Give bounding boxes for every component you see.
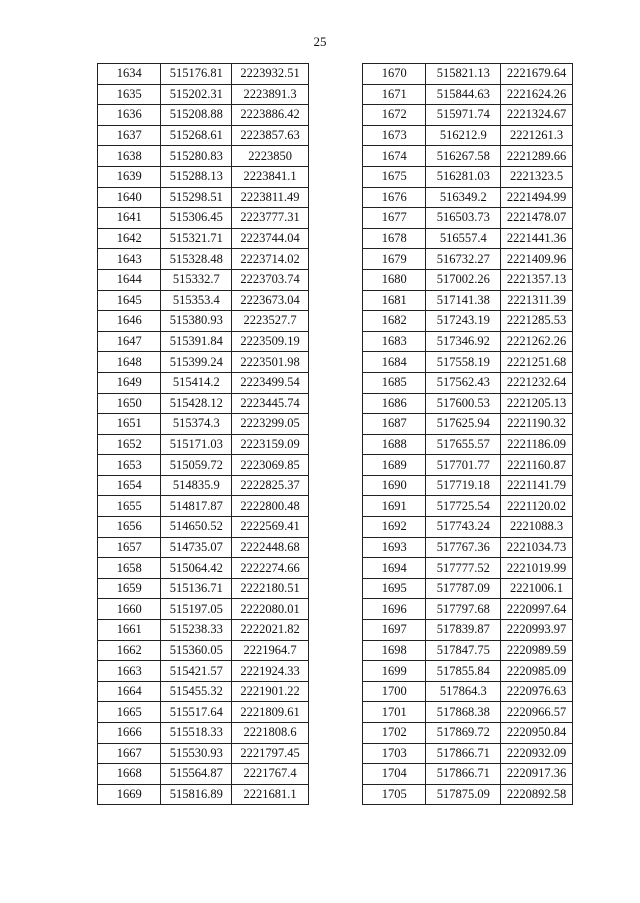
x-coordinate-cell: 517767.36 bbox=[426, 537, 501, 558]
x-coordinate-cell: 517797.68 bbox=[426, 599, 501, 620]
x-coordinate-cell: 515380.93 bbox=[161, 311, 232, 332]
x-coordinate-cell: 517002.26 bbox=[426, 269, 501, 290]
y-coordinate-cell: 2221190.32 bbox=[501, 414, 573, 435]
point-number-cell: 1647 bbox=[98, 331, 161, 352]
x-coordinate-cell: 517847.75 bbox=[426, 640, 501, 661]
table-row bbox=[98, 105, 309, 126]
coordinates-table-right bbox=[362, 63, 573, 805]
table-row bbox=[363, 64, 573, 85]
table-row bbox=[98, 125, 309, 146]
y-coordinate-cell: 2221494.99 bbox=[501, 187, 573, 208]
point-number-cell: 1687 bbox=[363, 414, 426, 435]
table-row bbox=[98, 208, 309, 229]
x-coordinate-cell: 515288.13 bbox=[161, 166, 232, 187]
table-row bbox=[98, 475, 309, 496]
table-row bbox=[98, 290, 309, 311]
table-row bbox=[98, 620, 309, 641]
point-number-cell: 1697 bbox=[363, 620, 426, 641]
x-coordinate-cell: 517777.52 bbox=[426, 558, 501, 579]
y-coordinate-cell: 2223501.98 bbox=[232, 352, 309, 373]
table-row bbox=[363, 496, 573, 517]
point-number-cell: 1644 bbox=[98, 269, 161, 290]
table-row bbox=[98, 558, 309, 579]
point-number-cell: 1657 bbox=[98, 537, 161, 558]
x-coordinate-cell: 517625.94 bbox=[426, 414, 501, 435]
y-coordinate-cell: 2221088.3 bbox=[501, 517, 573, 538]
y-coordinate-cell: 2220985.09 bbox=[501, 661, 573, 682]
point-number-cell: 1686 bbox=[363, 393, 426, 414]
y-coordinate-cell: 2220976.63 bbox=[501, 681, 573, 702]
x-coordinate-cell: 515306.45 bbox=[161, 208, 232, 229]
point-number-cell: 1676 bbox=[363, 187, 426, 208]
x-coordinate-cell: 517866.71 bbox=[426, 764, 501, 785]
x-coordinate-cell: 515414.2 bbox=[161, 372, 232, 393]
x-coordinate-cell: 514817.87 bbox=[161, 496, 232, 517]
table-row bbox=[363, 578, 573, 599]
point-number-cell: 1659 bbox=[98, 578, 161, 599]
table-row bbox=[98, 249, 309, 270]
point-number-cell: 1693 bbox=[363, 537, 426, 558]
point-number-cell: 1696 bbox=[363, 599, 426, 620]
table-row bbox=[98, 599, 309, 620]
point-number-cell: 1639 bbox=[98, 166, 161, 187]
point-number-cell: 1638 bbox=[98, 146, 161, 167]
table-row bbox=[363, 166, 573, 187]
y-coordinate-cell: 2221324.67 bbox=[501, 105, 573, 126]
point-number-cell: 1695 bbox=[363, 578, 426, 599]
x-coordinate-cell: 517243.19 bbox=[426, 311, 501, 332]
y-coordinate-cell: 2221767.4 bbox=[232, 764, 309, 785]
y-coordinate-cell: 2221924.33 bbox=[232, 661, 309, 682]
point-number-cell: 1640 bbox=[98, 187, 161, 208]
x-coordinate-cell: 515391.84 bbox=[161, 331, 232, 352]
x-coordinate-cell: 515059.72 bbox=[161, 455, 232, 476]
point-number-cell: 1641 bbox=[98, 208, 161, 229]
x-coordinate-cell: 515171.03 bbox=[161, 434, 232, 455]
x-coordinate-cell: 517866.71 bbox=[426, 743, 501, 764]
y-coordinate-cell: 2221478.07 bbox=[501, 208, 573, 229]
y-coordinate-cell: 2221809.61 bbox=[232, 702, 309, 723]
x-coordinate-cell: 515176.81 bbox=[161, 64, 232, 85]
y-coordinate-cell: 2221186.09 bbox=[501, 434, 573, 455]
x-coordinate-cell: 517346.92 bbox=[426, 331, 501, 352]
y-coordinate-cell: 2222569.41 bbox=[232, 517, 309, 538]
x-coordinate-cell: 515321.71 bbox=[161, 228, 232, 249]
x-coordinate-cell: 516281.03 bbox=[426, 166, 501, 187]
table-row bbox=[98, 455, 309, 476]
point-number-cell: 1684 bbox=[363, 352, 426, 373]
table-row bbox=[363, 620, 573, 641]
x-coordinate-cell: 515844.63 bbox=[426, 84, 501, 105]
y-coordinate-cell: 2223777.31 bbox=[232, 208, 309, 229]
table-row bbox=[363, 84, 573, 105]
x-coordinate-cell: 514735.07 bbox=[161, 537, 232, 558]
point-number-cell: 1645 bbox=[98, 290, 161, 311]
table-row bbox=[98, 661, 309, 682]
point-number-cell: 1649 bbox=[98, 372, 161, 393]
table-row bbox=[98, 681, 309, 702]
y-coordinate-cell: 2223811.49 bbox=[232, 187, 309, 208]
x-coordinate-cell: 516349.2 bbox=[426, 187, 501, 208]
y-coordinate-cell: 2220966.57 bbox=[501, 702, 573, 723]
point-number-cell: 1690 bbox=[363, 475, 426, 496]
table-row bbox=[363, 681, 573, 702]
point-number-cell: 1664 bbox=[98, 681, 161, 702]
x-coordinate-cell: 515374.3 bbox=[161, 414, 232, 435]
x-coordinate-cell: 515421.57 bbox=[161, 661, 232, 682]
table-row bbox=[98, 311, 309, 332]
point-number-cell: 1682 bbox=[363, 311, 426, 332]
x-coordinate-cell: 514835.9 bbox=[161, 475, 232, 496]
x-coordinate-cell: 515517.64 bbox=[161, 702, 232, 723]
point-number-cell: 1683 bbox=[363, 331, 426, 352]
table-row bbox=[98, 228, 309, 249]
point-number-cell: 1698 bbox=[363, 640, 426, 661]
x-coordinate-cell: 516557.4 bbox=[426, 228, 501, 249]
y-coordinate-cell: 2220989.59 bbox=[501, 640, 573, 661]
y-coordinate-cell: 2221019.99 bbox=[501, 558, 573, 579]
point-number-cell: 1646 bbox=[98, 311, 161, 332]
x-coordinate-cell: 515328.48 bbox=[161, 249, 232, 270]
y-coordinate-cell: 2221441.36 bbox=[501, 228, 573, 249]
point-number-cell: 1702 bbox=[363, 723, 426, 744]
point-number-cell: 1689 bbox=[363, 455, 426, 476]
point-number-cell: 1648 bbox=[98, 352, 161, 373]
point-number-cell: 1652 bbox=[98, 434, 161, 455]
point-number-cell: 1680 bbox=[363, 269, 426, 290]
point-number-cell: 1642 bbox=[98, 228, 161, 249]
point-number-cell: 1703 bbox=[363, 743, 426, 764]
x-coordinate-cell: 515298.51 bbox=[161, 187, 232, 208]
point-number-cell: 1665 bbox=[98, 702, 161, 723]
table-row bbox=[98, 146, 309, 167]
x-coordinate-cell: 517868.38 bbox=[426, 702, 501, 723]
table-row bbox=[363, 414, 573, 435]
y-coordinate-cell: 2221232.64 bbox=[501, 372, 573, 393]
x-coordinate-cell: 515208.88 bbox=[161, 105, 232, 126]
y-coordinate-cell: 2221681.1 bbox=[232, 784, 309, 805]
y-coordinate-cell: 2221964.7 bbox=[232, 640, 309, 661]
y-coordinate-cell: 2221311.39 bbox=[501, 290, 573, 311]
x-coordinate-cell: 517719.18 bbox=[426, 475, 501, 496]
x-coordinate-cell: 516212.9 bbox=[426, 125, 501, 146]
point-number-cell: 1692 bbox=[363, 517, 426, 538]
table-row bbox=[363, 228, 573, 249]
point-number-cell: 1650 bbox=[98, 393, 161, 414]
point-number-cell: 1662 bbox=[98, 640, 161, 661]
x-coordinate-cell: 517701.77 bbox=[426, 455, 501, 476]
x-coordinate-cell: 517875.09 bbox=[426, 784, 501, 805]
y-coordinate-cell: 2223445.74 bbox=[232, 393, 309, 414]
y-coordinate-cell: 2221357.13 bbox=[501, 269, 573, 290]
point-number-cell: 1656 bbox=[98, 517, 161, 538]
x-coordinate-cell: 515136.71 bbox=[161, 578, 232, 599]
point-number-cell: 1658 bbox=[98, 558, 161, 579]
point-number-cell: 1653 bbox=[98, 455, 161, 476]
table-row bbox=[363, 372, 573, 393]
table-row bbox=[98, 393, 309, 414]
table-row bbox=[363, 475, 573, 496]
x-coordinate-cell: 517600.53 bbox=[426, 393, 501, 414]
y-coordinate-cell: 2221901.22 bbox=[232, 681, 309, 702]
y-coordinate-cell: 2221289.66 bbox=[501, 146, 573, 167]
x-coordinate-cell: 515455.32 bbox=[161, 681, 232, 702]
table-row bbox=[363, 537, 573, 558]
y-coordinate-cell: 2222180.51 bbox=[232, 578, 309, 599]
y-coordinate-cell: 2220932.09 bbox=[501, 743, 573, 764]
coordinates-table-left bbox=[97, 63, 309, 805]
point-number-cell: 1679 bbox=[363, 249, 426, 270]
table-row bbox=[363, 702, 573, 723]
x-coordinate-cell: 517562.43 bbox=[426, 372, 501, 393]
y-coordinate-cell: 2222080.01 bbox=[232, 599, 309, 620]
point-number-cell: 1671 bbox=[363, 84, 426, 105]
table-row bbox=[363, 105, 573, 126]
x-coordinate-cell: 515280.83 bbox=[161, 146, 232, 167]
y-coordinate-cell: 2221006.1 bbox=[501, 578, 573, 599]
y-coordinate-cell: 2222274.66 bbox=[232, 558, 309, 579]
x-coordinate-cell: 517725.54 bbox=[426, 496, 501, 517]
point-number-cell: 1637 bbox=[98, 125, 161, 146]
point-number-cell: 1677 bbox=[363, 208, 426, 229]
point-number-cell: 1651 bbox=[98, 414, 161, 435]
table-row bbox=[98, 640, 309, 661]
x-coordinate-cell: 517839.87 bbox=[426, 620, 501, 641]
point-number-cell: 1663 bbox=[98, 661, 161, 682]
table-row bbox=[98, 537, 309, 558]
x-coordinate-cell: 517855.84 bbox=[426, 661, 501, 682]
y-coordinate-cell: 2222800.48 bbox=[232, 496, 309, 517]
y-coordinate-cell: 2223069.85 bbox=[232, 455, 309, 476]
table-row bbox=[363, 743, 573, 764]
x-coordinate-cell: 515518.33 bbox=[161, 723, 232, 744]
y-coordinate-cell: 2223841.1 bbox=[232, 166, 309, 187]
x-coordinate-cell: 515238.33 bbox=[161, 620, 232, 641]
table-row bbox=[363, 290, 573, 311]
x-coordinate-cell: 517141.38 bbox=[426, 290, 501, 311]
point-number-cell: 1701 bbox=[363, 702, 426, 723]
x-coordinate-cell: 515353.4 bbox=[161, 290, 232, 311]
point-number-cell: 1691 bbox=[363, 496, 426, 517]
point-number-cell: 1685 bbox=[363, 372, 426, 393]
y-coordinate-cell: 2223509.19 bbox=[232, 331, 309, 352]
table-row bbox=[98, 414, 309, 435]
table-row bbox=[98, 352, 309, 373]
point-number-cell: 1699 bbox=[363, 661, 426, 682]
table-row bbox=[98, 434, 309, 455]
x-coordinate-cell: 517787.09 bbox=[426, 578, 501, 599]
table-row bbox=[363, 331, 573, 352]
point-number-cell: 1654 bbox=[98, 475, 161, 496]
y-coordinate-cell: 2223299.05 bbox=[232, 414, 309, 435]
y-coordinate-cell: 2220997.64 bbox=[501, 599, 573, 620]
page-number: 25 bbox=[313, 34, 327, 49]
y-coordinate-cell: 2220892.58 bbox=[501, 784, 573, 805]
y-coordinate-cell: 2221808.6 bbox=[232, 723, 309, 744]
point-number-cell: 1673 bbox=[363, 125, 426, 146]
point-number-cell: 1635 bbox=[98, 84, 161, 105]
y-coordinate-cell: 2221323.5 bbox=[501, 166, 573, 187]
y-coordinate-cell: 2223886.42 bbox=[232, 105, 309, 126]
table-row bbox=[363, 393, 573, 414]
table-row bbox=[363, 187, 573, 208]
y-coordinate-cell: 2220993.97 bbox=[501, 620, 573, 641]
point-number-cell: 1670 bbox=[363, 64, 426, 85]
y-coordinate-cell: 2223891.3 bbox=[232, 84, 309, 105]
y-coordinate-cell: 2221034.73 bbox=[501, 537, 573, 558]
x-coordinate-cell: 515268.61 bbox=[161, 125, 232, 146]
x-coordinate-cell: 517655.57 bbox=[426, 434, 501, 455]
x-coordinate-cell: 515332.7 bbox=[161, 269, 232, 290]
y-coordinate-cell: 2222448.68 bbox=[232, 537, 309, 558]
table-row bbox=[363, 517, 573, 538]
x-coordinate-cell: 516503.73 bbox=[426, 208, 501, 229]
table-row bbox=[363, 455, 573, 476]
y-coordinate-cell: 2221409.96 bbox=[501, 249, 573, 270]
y-coordinate-cell: 2221160.87 bbox=[501, 455, 573, 476]
point-number-cell: 1661 bbox=[98, 620, 161, 641]
x-coordinate-cell: 515428.12 bbox=[161, 393, 232, 414]
x-coordinate-cell: 516267.58 bbox=[426, 146, 501, 167]
table-row bbox=[363, 208, 573, 229]
point-number-cell: 1705 bbox=[363, 784, 426, 805]
table-row bbox=[98, 723, 309, 744]
x-coordinate-cell: 515197.05 bbox=[161, 599, 232, 620]
table-row bbox=[98, 372, 309, 393]
table-row bbox=[363, 723, 573, 744]
table-row bbox=[363, 599, 573, 620]
table-row bbox=[363, 269, 573, 290]
table-row bbox=[98, 187, 309, 208]
point-number-cell: 1655 bbox=[98, 496, 161, 517]
x-coordinate-cell: 515564.87 bbox=[161, 764, 232, 785]
y-coordinate-cell: 2222021.82 bbox=[232, 620, 309, 641]
point-number-cell: 1667 bbox=[98, 743, 161, 764]
table-row bbox=[98, 166, 309, 187]
y-coordinate-cell: 2221797.45 bbox=[232, 743, 309, 764]
y-coordinate-cell: 2223673.04 bbox=[232, 290, 309, 311]
x-coordinate-cell: 515399.24 bbox=[161, 352, 232, 373]
x-coordinate-cell: 515971.74 bbox=[426, 105, 501, 126]
y-coordinate-cell: 2221679.64 bbox=[501, 64, 573, 85]
y-coordinate-cell: 2221251.68 bbox=[501, 352, 573, 373]
point-number-cell: 1694 bbox=[363, 558, 426, 579]
y-coordinate-cell: 2221262.26 bbox=[501, 331, 573, 352]
y-coordinate-cell: 2221120.02 bbox=[501, 496, 573, 517]
y-coordinate-cell: 2221141.79 bbox=[501, 475, 573, 496]
point-number-cell: 1666 bbox=[98, 723, 161, 744]
table-row bbox=[363, 352, 573, 373]
point-number-cell: 1678 bbox=[363, 228, 426, 249]
table-row bbox=[363, 784, 573, 805]
y-coordinate-cell: 2223744.04 bbox=[232, 228, 309, 249]
y-coordinate-cell: 2221624.26 bbox=[501, 84, 573, 105]
x-coordinate-cell: 517864.3 bbox=[426, 681, 501, 702]
table-row bbox=[363, 764, 573, 785]
table-row bbox=[98, 331, 309, 352]
table-row bbox=[363, 434, 573, 455]
point-number-cell: 1672 bbox=[363, 105, 426, 126]
table-row bbox=[98, 84, 309, 105]
x-coordinate-cell: 515816.89 bbox=[161, 784, 232, 805]
table-row bbox=[363, 311, 573, 332]
x-coordinate-cell: 514650.52 bbox=[161, 517, 232, 538]
table-row bbox=[363, 146, 573, 167]
table-row bbox=[98, 64, 309, 85]
point-number-cell: 1675 bbox=[363, 166, 426, 187]
y-coordinate-cell: 2220917.36 bbox=[501, 764, 573, 785]
x-coordinate-cell: 515530.93 bbox=[161, 743, 232, 764]
x-coordinate-cell: 517558.19 bbox=[426, 352, 501, 373]
y-coordinate-cell: 2222825.37 bbox=[232, 475, 309, 496]
y-coordinate-cell: 2220950.84 bbox=[501, 723, 573, 744]
x-coordinate-cell: 517743.24 bbox=[426, 517, 501, 538]
table-row bbox=[98, 517, 309, 538]
y-coordinate-cell: 2221261.3 bbox=[501, 125, 573, 146]
y-coordinate-cell: 2223159.09 bbox=[232, 434, 309, 455]
table-row bbox=[98, 743, 309, 764]
table-row bbox=[98, 702, 309, 723]
point-number-cell: 1643 bbox=[98, 249, 161, 270]
point-number-cell: 1636 bbox=[98, 105, 161, 126]
y-coordinate-cell: 2223527.7 bbox=[232, 311, 309, 332]
x-coordinate-cell: 517869.72 bbox=[426, 723, 501, 744]
table-row bbox=[98, 578, 309, 599]
y-coordinate-cell: 2221285.53 bbox=[501, 311, 573, 332]
table-row bbox=[98, 496, 309, 517]
table-row bbox=[98, 269, 309, 290]
table-row bbox=[363, 558, 573, 579]
x-coordinate-cell: 515064.42 bbox=[161, 558, 232, 579]
table-row bbox=[363, 661, 573, 682]
point-number-cell: 1668 bbox=[98, 764, 161, 785]
point-number-cell: 1688 bbox=[363, 434, 426, 455]
table-row bbox=[98, 784, 309, 805]
x-coordinate-cell: 516732.27 bbox=[426, 249, 501, 270]
table-row bbox=[363, 249, 573, 270]
x-coordinate-cell: 515360.05 bbox=[161, 640, 232, 661]
y-coordinate-cell: 2223932.51 bbox=[232, 64, 309, 85]
point-number-cell: 1660 bbox=[98, 599, 161, 620]
y-coordinate-cell: 2223714.02 bbox=[232, 249, 309, 270]
y-coordinate-cell: 2223850 bbox=[232, 146, 309, 167]
point-number-cell: 1700 bbox=[363, 681, 426, 702]
point-number-cell: 1674 bbox=[363, 146, 426, 167]
point-number-cell: 1634 bbox=[98, 64, 161, 85]
y-coordinate-cell: 2221205.13 bbox=[501, 393, 573, 414]
x-coordinate-cell: 515202.31 bbox=[161, 84, 232, 105]
x-coordinate-cell: 515821.13 bbox=[426, 64, 501, 85]
point-number-cell: 1669 bbox=[98, 784, 161, 805]
table-row bbox=[363, 640, 573, 661]
table-row bbox=[363, 125, 573, 146]
point-number-cell: 1681 bbox=[363, 290, 426, 311]
y-coordinate-cell: 2223499.54 bbox=[232, 372, 309, 393]
table-row bbox=[98, 764, 309, 785]
y-coordinate-cell: 2223857.63 bbox=[232, 125, 309, 146]
point-number-cell: 1704 bbox=[363, 764, 426, 785]
y-coordinate-cell: 2223703.74 bbox=[232, 269, 309, 290]
